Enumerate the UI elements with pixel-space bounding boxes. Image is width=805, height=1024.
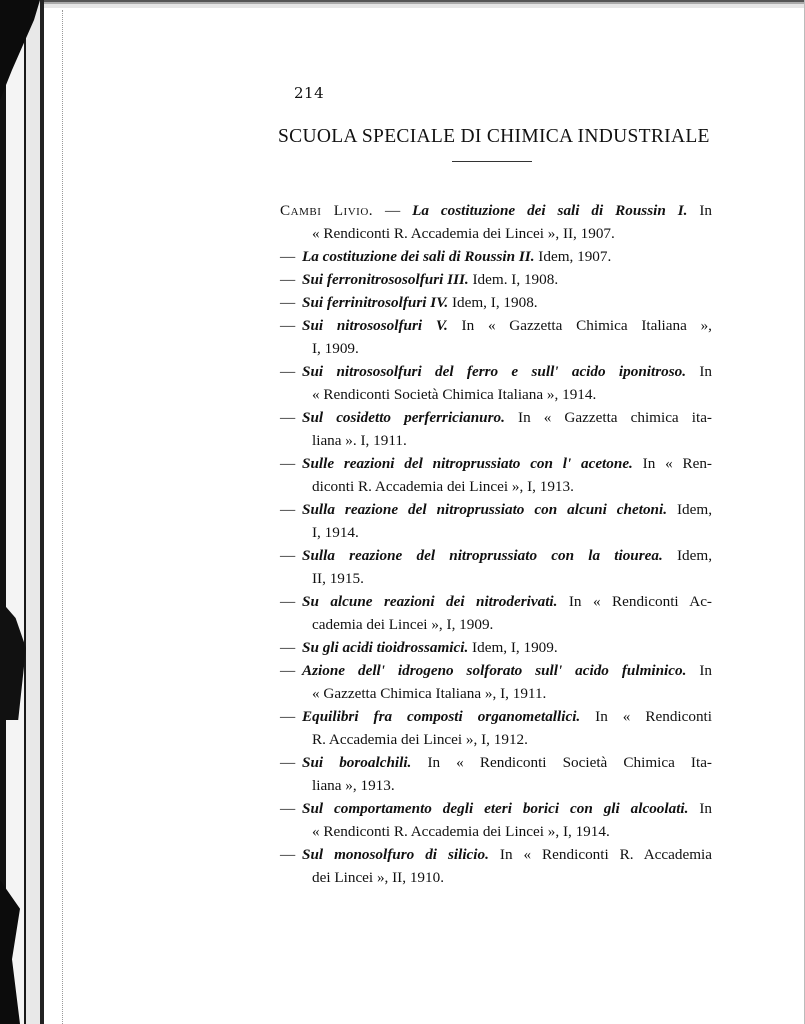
- bibliography-list: [280, 199, 712, 889]
- entry-line: [280, 636, 712, 659]
- publication-info: cademia dei Lincei », I, 1909.: [312, 616, 494, 633]
- work-title: Sul cosidetto perferricianuro.: [302, 409, 505, 426]
- bibliography-entry: [280, 636, 712, 659]
- work-title: Equilibri fra composti organometallici.: [302, 708, 581, 725]
- work-title: Sul comportamento degli eteri borici con gli alcoolati.: [302, 800, 689, 817]
- em-dash: —: [280, 455, 296, 472]
- em-dash: —: [384, 202, 401, 219]
- publication-info: II, 1915.: [312, 570, 364, 587]
- bibliography-entry: [280, 590, 712, 636]
- publication-info: Idem. I, 1908.: [468, 271, 559, 288]
- publication-info: In: [687, 202, 712, 219]
- entry-line: [280, 383, 712, 406]
- work-title: La costituzione dei sali di Roussin I.: [412, 202, 688, 219]
- publication-info: Idem,: [662, 547, 712, 564]
- bibliography-entry: [280, 452, 712, 498]
- gutter-line: [62, 10, 64, 1024]
- work-title: Sulle reazioni del nitroprussiato con l' acetone.: [302, 455, 633, 472]
- publication-info: In « Rendiconti: [580, 708, 712, 725]
- em-dash: —: [280, 409, 296, 426]
- entry-line: [280, 199, 712, 222]
- bibliography-entry: [280, 797, 712, 843]
- entry-line: [280, 728, 712, 751]
- publication-info: « Rendiconti Società Chimica Italiana », 1914.: [312, 386, 597, 403]
- bibliography-entry: [280, 291, 712, 314]
- bibliography-entry: [280, 498, 712, 544]
- title-rule: [452, 161, 532, 162]
- work-title: Su alcune reazioni dei nitroderivati.: [302, 593, 558, 610]
- em-dash: —: [280, 708, 296, 725]
- entry-line: [280, 682, 712, 705]
- bibliography-entry: [280, 843, 712, 889]
- bibliography-entry: [280, 705, 712, 751]
- bibliography-entry: [280, 544, 712, 590]
- entry-line: [280, 498, 712, 521]
- bibliography-entry: [280, 751, 712, 797]
- page-top-edge: [44, 0, 805, 8]
- publication-info: « Rendiconti R. Accademia dei Lincei », I, 1914.: [312, 823, 610, 840]
- publication-info: I, 1909.: [312, 340, 359, 357]
- publication-info: In « Gazzetta chimica ita-: [504, 409, 712, 426]
- publication-info: Idem, 1907.: [534, 248, 612, 265]
- entry-line: [280, 659, 712, 682]
- bibliography-entry: [280, 360, 712, 406]
- publication-info: In « Rendiconti R. Accademia: [488, 846, 713, 863]
- publication-info: In « Gazzetta Chimica Italiana »,: [447, 317, 712, 334]
- bibliography-entry: [280, 199, 712, 245]
- em-dash: —: [280, 800, 296, 817]
- entry-line: [280, 337, 712, 360]
- bibliography-entry: [280, 659, 712, 705]
- entry-line: [280, 452, 712, 475]
- bibliography-entry: [280, 245, 712, 268]
- page-number: 214: [294, 84, 325, 102]
- publication-info: In: [686, 662, 713, 679]
- bibliography-entry: [280, 314, 712, 360]
- entry-line: [280, 751, 712, 774]
- work-title: Su gli acidi tioidrossamici.: [302, 639, 469, 656]
- entry-line: [280, 521, 712, 544]
- publication-info: « Gazzetta Chimica Italiana », I, 1911.: [312, 685, 547, 702]
- em-dash: —: [280, 662, 296, 679]
- work-title: Sui nitrososolfuri del ferro e sull' acido iponitroso.: [302, 363, 687, 380]
- publication-info: In « Rendiconti Società Chimica Ita-: [411, 754, 712, 771]
- entry-line: [280, 843, 712, 866]
- work-title: Sulla reazione del nitroprussiato con alcuni chetoni.: [302, 501, 667, 518]
- entry-line: [280, 774, 712, 797]
- entry-line: [280, 613, 712, 636]
- publication-info: R. Accademia dei Lincei », I, 1912.: [312, 731, 528, 748]
- work-title: Sul monosolfuro di silicio.: [302, 846, 489, 863]
- entry-line: [280, 567, 712, 590]
- publication-info: In « Ren-: [632, 455, 712, 472]
- entry-line: [280, 590, 712, 613]
- entry-line: [280, 222, 712, 245]
- em-dash: —: [280, 294, 296, 311]
- entry-line: [280, 544, 712, 567]
- entry-line: [280, 268, 712, 291]
- work-title: Sui ferrinitrosolfuri IV.: [302, 294, 449, 311]
- em-dash: —: [280, 547, 296, 564]
- work-title: La costituzione dei sali di Roussin II.: [302, 248, 535, 265]
- bibliography-entry: [280, 406, 712, 452]
- work-title: Sui ferronitrososolfuri III.: [302, 271, 469, 288]
- em-dash: —: [280, 271, 296, 288]
- publication-info: I, 1914.: [312, 524, 359, 541]
- entry-line: [280, 360, 712, 383]
- entry-line: [280, 314, 712, 337]
- entry-line: [280, 866, 712, 889]
- entry-line: [280, 475, 712, 498]
- work-title: Sui boroalchili.: [302, 754, 412, 771]
- em-dash: —: [280, 501, 296, 518]
- em-dash: —: [280, 754, 296, 771]
- publication-info: liana », 1913.: [312, 777, 395, 794]
- entry-line: [280, 406, 712, 429]
- bibliography-entry: [280, 268, 712, 291]
- em-dash: —: [280, 363, 296, 380]
- publication-info: diconti R. Accademia dei Lincei », I, 1913.: [312, 478, 574, 495]
- entry-line: [280, 820, 712, 843]
- publication-info: Idem, I, 1908.: [448, 294, 538, 311]
- entry-line: [280, 429, 712, 452]
- publication-info: liana ». I, 1911.: [312, 432, 407, 449]
- em-dash: —: [280, 248, 296, 265]
- publication-info: In: [688, 800, 712, 817]
- publication-info: dei Lincei », II, 1910.: [312, 869, 445, 886]
- work-title: Sui nitrososolfuri V.: [302, 317, 448, 334]
- page-title: SCUOLA SPECIALE DI CHIMICA INDUSTRIALE: [278, 126, 710, 147]
- publication-info: « Rendiconti R. Accademia dei Lincei », II, 1907.: [312, 225, 615, 242]
- em-dash: —: [280, 317, 296, 334]
- work-title: Sulla reazione del nitroprussiato con la tiourea.: [302, 547, 663, 564]
- publication-info: Idem,: [667, 501, 712, 518]
- entry-line: [280, 705, 712, 728]
- entry-line: [280, 291, 712, 314]
- entry-line: [280, 245, 712, 268]
- entry-line: [280, 797, 712, 820]
- publication-info: Idem, I, 1909.: [468, 639, 558, 656]
- em-dash: —: [280, 639, 296, 656]
- book-binding-edge: [0, 0, 44, 1024]
- work-title: Azione dell' idrogeno solforato sull' acido fulminico.: [302, 662, 687, 679]
- author-name: Cambi Livio.: [280, 202, 374, 219]
- publication-info: In « Rendiconti Ac-: [557, 593, 712, 610]
- publication-info: In: [686, 363, 712, 380]
- em-dash: —: [280, 846, 296, 863]
- em-dash: —: [280, 593, 296, 610]
